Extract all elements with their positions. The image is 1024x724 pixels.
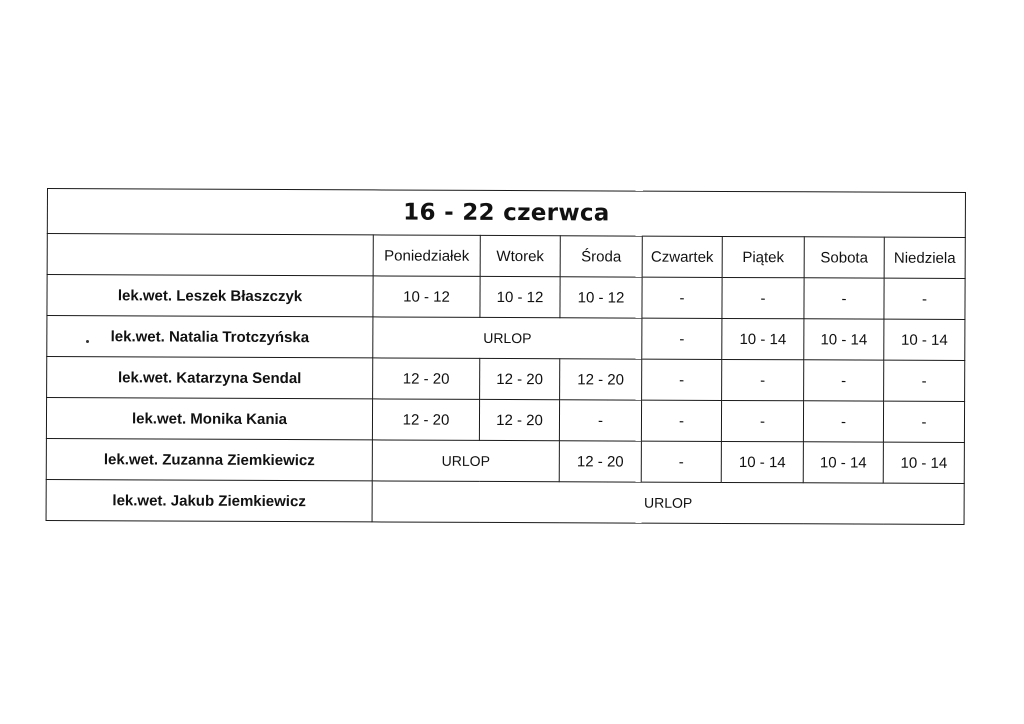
doctor-name: lek.wet. Katarzyna Sendal bbox=[47, 357, 373, 399]
doctor-name: lek.wet. Monika Kania bbox=[46, 398, 372, 440]
doctor-name: lek.wet. Leszek Błaszczyk bbox=[47, 275, 373, 317]
day-header: Poniedziałek bbox=[373, 235, 480, 276]
hours-cell bbox=[721, 400, 803, 441]
cell-text: 10 - 14 bbox=[900, 331, 948, 349]
doctor-row bbox=[46, 438, 964, 483]
cell-text: 10 - 12 bbox=[496, 288, 544, 306]
day-header-row bbox=[47, 234, 965, 279]
cell-text: - bbox=[841, 371, 847, 389]
hours-cell bbox=[884, 278, 965, 319]
schedule-table bbox=[46, 188, 967, 525]
leave-cell bbox=[373, 317, 642, 359]
hours-cell bbox=[884, 319, 965, 360]
cell-text: - bbox=[759, 412, 766, 430]
leave-cell bbox=[372, 440, 559, 482]
day-header: Niedziela bbox=[884, 237, 965, 278]
cell-text: 12 - 20 bbox=[576, 452, 624, 471]
title-row bbox=[47, 189, 965, 238]
hours-cell bbox=[372, 399, 479, 440]
doctor-row bbox=[47, 275, 965, 320]
cell-text: - bbox=[840, 412, 847, 430]
hours-cell bbox=[479, 399, 559, 440]
hours-cell bbox=[373, 358, 480, 399]
hours-cell bbox=[641, 441, 721, 482]
doctor-name: lek.wet. Natalia Trotczyńska bbox=[47, 316, 373, 358]
hours-cell bbox=[480, 358, 560, 399]
hours-cell bbox=[721, 441, 803, 482]
hours-cell bbox=[804, 360, 884, 401]
doctor-row bbox=[47, 357, 965, 402]
cell-text: - bbox=[679, 371, 685, 389]
day-header: Środa bbox=[560, 236, 642, 277]
hours-cell bbox=[641, 400, 721, 441]
hours-cell bbox=[883, 401, 964, 442]
cell-text: 10 - 14 bbox=[738, 453, 786, 471]
cell-text: 12 - 20 bbox=[402, 411, 450, 429]
hours-cell bbox=[642, 359, 722, 400]
hours-cell bbox=[722, 318, 804, 359]
hours-cell bbox=[884, 360, 965, 401]
doctor-name: lek.wet. Zuzanna Ziemkiewicz bbox=[46, 438, 372, 480]
cell-text: - bbox=[921, 413, 927, 431]
schedule-sheet bbox=[46, 188, 965, 525]
cell-text: 10 - 14 bbox=[819, 453, 867, 472]
schedule-title: 16 - 22 czerwca bbox=[47, 189, 965, 238]
doctor-name: lek.wet. Jakub Ziemkiewicz bbox=[46, 479, 372, 521]
hours-cell bbox=[560, 359, 642, 400]
leave-cell bbox=[372, 481, 964, 525]
hours-cell bbox=[803, 442, 883, 483]
day-header: Sobota bbox=[804, 237, 884, 278]
doctor-row bbox=[47, 316, 965, 361]
hours-cell bbox=[373, 276, 480, 317]
hours-cell bbox=[804, 319, 884, 360]
hours-cell bbox=[480, 276, 560, 317]
schedule-body bbox=[46, 189, 966, 525]
cell-text: URLOP bbox=[483, 329, 532, 346]
hours-cell bbox=[722, 359, 804, 400]
cell-text: 10 - 14 bbox=[900, 454, 948, 472]
cell-text: 12 - 20 bbox=[577, 370, 625, 389]
day-header: Wtorek bbox=[480, 235, 560, 276]
hours-cell bbox=[883, 442, 964, 483]
cell-text: 10 - 14 bbox=[820, 330, 868, 349]
scan-speck bbox=[86, 340, 89, 343]
cell-text: - bbox=[760, 371, 766, 389]
cell-text: 12 - 20 bbox=[402, 370, 450, 388]
cell-text: - bbox=[760, 289, 766, 307]
cell-text: - bbox=[679, 330, 685, 348]
corner-cell bbox=[47, 234, 373, 276]
doctor-row bbox=[46, 479, 964, 524]
cell-text: 10 - 14 bbox=[739, 330, 787, 348]
cell-text: - bbox=[921, 372, 927, 390]
hours-cell bbox=[722, 277, 804, 318]
cell-text: URLOP bbox=[441, 452, 490, 469]
cell-text: - bbox=[841, 289, 847, 307]
hours-cell bbox=[559, 441, 641, 482]
day-header: Czwartek bbox=[642, 236, 722, 277]
hours-cell bbox=[560, 277, 642, 318]
cell-text: 10 - 12 bbox=[403, 288, 450, 306]
cell-text: - bbox=[679, 289, 685, 307]
hours-cell bbox=[803, 401, 883, 442]
cell-text: - bbox=[922, 290, 928, 308]
hours-cell bbox=[642, 318, 722, 359]
hours-cell bbox=[559, 400, 641, 441]
hours-cell bbox=[804, 278, 884, 319]
cell-text: - bbox=[678, 412, 685, 430]
cell-text: 12 - 20 bbox=[496, 411, 543, 429]
cell-text: - bbox=[678, 453, 684, 471]
cell-text: - bbox=[597, 411, 604, 429]
day-header: Piątek bbox=[722, 236, 804, 277]
cell-text: 10 - 12 bbox=[577, 288, 625, 307]
cell-text: URLOP bbox=[644, 494, 693, 511]
doctor-row bbox=[46, 398, 964, 443]
cell-text: 12 - 20 bbox=[496, 370, 544, 388]
hours-cell bbox=[642, 277, 722, 318]
